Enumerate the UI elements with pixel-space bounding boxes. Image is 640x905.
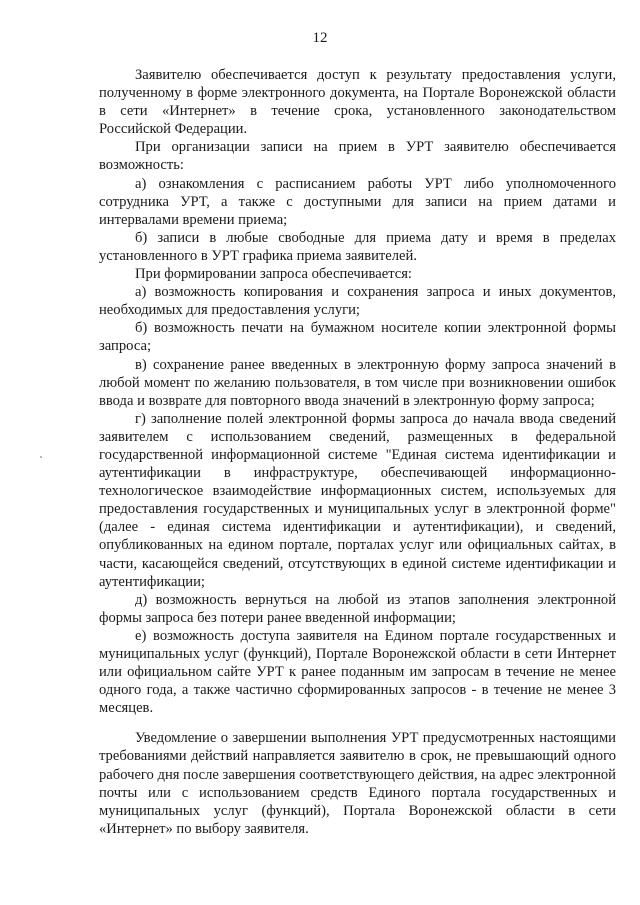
scan-speck	[40, 456, 42, 458]
paragraph-request-e: д) возможность вернуться на любой из этапов заполнения электронной формы запроса без потери ранее введенной информации;	[99, 591, 616, 626]
paragraph-appointment-intro: При организации записи на прием в УРТ заявителю обеспечивается возможность:	[99, 139, 616, 174]
paragraph-notification: Уведомление о завершении выполнения УРТ предусмотренных настоящими требованиями действий направляется заявителю в срок, не превышающий одного рабочего дня после завершения соответствующего действия, на адрес электронной почты или с использованием средств Единого портала государственных и муниципальных услуг (функций), Портала Воронежской области в сети «Интернет» по выбору заявителя.	[99, 730, 616, 837]
paragraph-request-b: б) возможность печати на бумажном носителе копии электронной формы запроса;	[99, 320, 616, 355]
paragraph-request-intro: При формировании запроса обеспечивается:	[135, 266, 412, 283]
paragraph-request-a: а) возможность копирования и сохранения запроса и иных документов, необходимых для предоставления услуги;	[99, 284, 616, 319]
paragraph-request-f: е) возможность доступа заявителя на Едином портале государственных и муниципальных услуг (функций), Портале Воронежской области в сети Интернет или официальном сайте УРТ к ранее поданным им запросам в течение не менее одного года, а также частично сформированных запросов - в течение не менее 3 месяцев.	[99, 627, 616, 717]
paragraph-appointment-b: б) записи в любые свободные для приема дату и время в пределах установленного в УРТ графика приема заявителей.	[99, 229, 616, 264]
page-number: 12	[312, 30, 328, 46]
paragraph-request-c: в) сохранение ранее введенных в электронную форму запроса значений в любой момент по желанию пользователя, в том числе при возникновении ошибок ввода и возврате для повторного ввода значений в электронную форму запроса;	[99, 356, 616, 409]
paragraph-request-d: г) заполнение полей электронной формы запроса до начала ввода сведений заявителем с использованием сведений, размещенных в федеральной государственной информационной системе "Единая система идентификации и аутентификации в инфраструктуре, обеспечивающей информационно-технологическое взаимодействие информационных систем, используемых для предоставления государственных и муниципальных услуг в электронной форме" (далее - единая система идентификации и аутентификации), и сведений, опубликованных на едином портале, порталах услуг или официальных сайтах, в части, касающейся сведений, отсутствующих в единой системе идентификации и аутентификации;	[99, 410, 616, 590]
paragraph-result-access: Заявителю обеспечивается доступ к результату предоставления услуги, полученному в форме электронного документа, на Портале Воронежской области в сети «Интернет» в течение срока, установленного законодательством Российской Федерации.	[99, 67, 616, 138]
document-body	[99, 66, 616, 838]
paragraph-appointment-a: а) ознакомления с расписанием работы УРТ либо уполномоченного сотрудника УРТ, а также с доступными для записи на прием датами и интервалами времени приема;	[99, 175, 616, 228]
